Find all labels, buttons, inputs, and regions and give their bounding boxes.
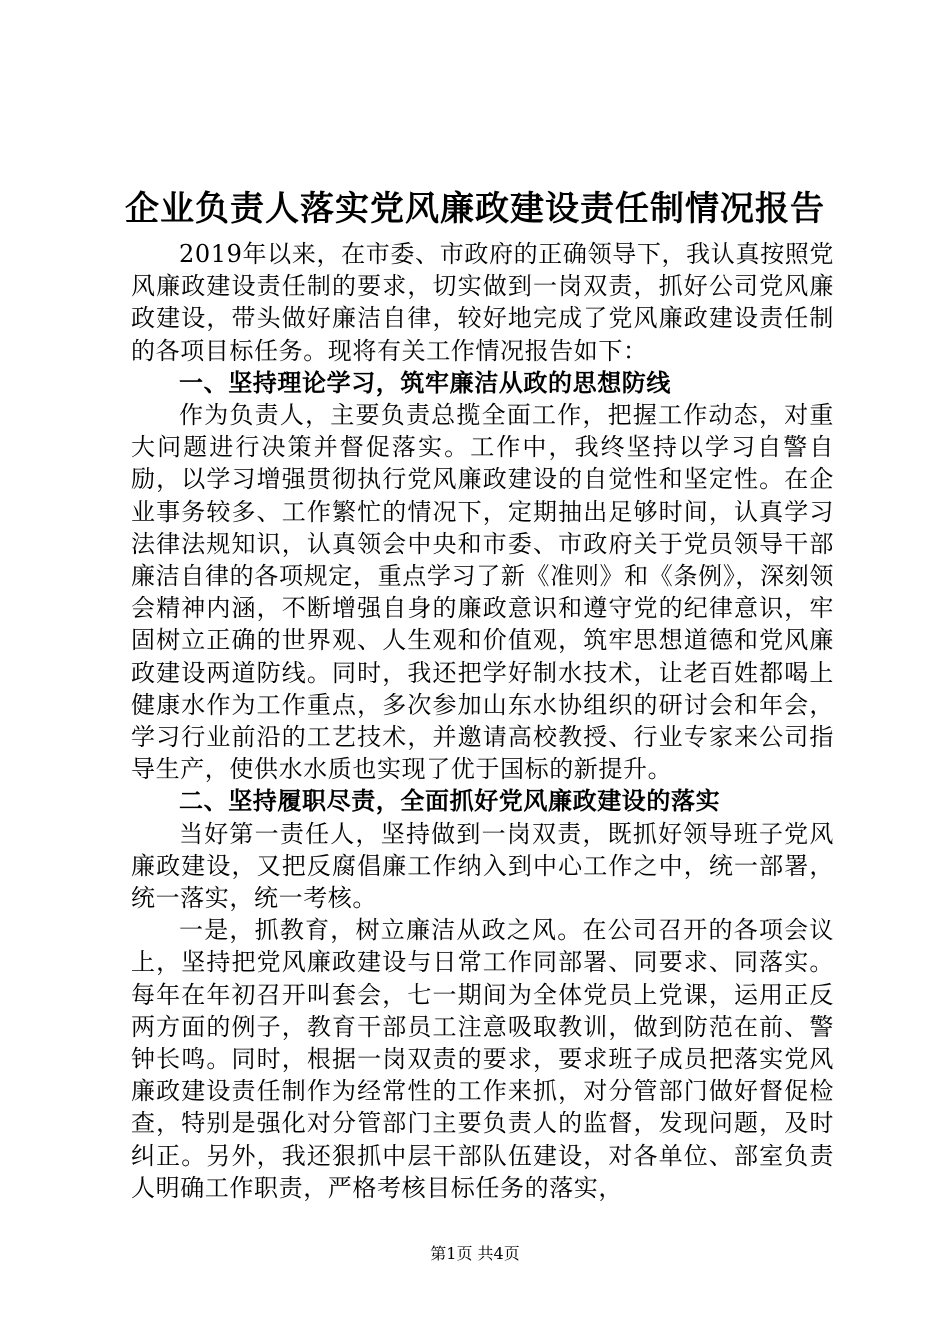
document-body <box>131 238 834 1204</box>
paragraph-section-1: 作为负责人，主要负责总揽全面工作，把握工作动态，对重大问题进行决策并督促落实。工作中，我终坚持以学习自警自励，以学习增强贯彻执行党风廉政建设的自觉性和坚定性。在企业事务较多、工作繁忙的情况下，定期抽出足够时间，认真学习法律法规知识，认真领会中央和市委、市政府关于党员领导干部廉洁自律的各项规定，重点学习了新《准则》和《条例》，深刻领会精神内涵，不断增强自身的廉政意识和遵守党的纪律意识，牢固树立正确的世界观、人生观和价值观，筑牢思想道德和党风廉政建设两道防线。同时，我还把学好制水技术，让老百姓都喝上健康水作为工作重点，多次参加山东水协组织的研讨会和年会，学习行业前沿的工艺技术，并邀请高校教授、行业专家来公司指导生产，使供水水质也实现了优于国标的新提升。 <box>131 401 834 784</box>
page-footer: 第1页 共4页 <box>430 1244 520 1263</box>
paragraph-intro: 2019年以来，在市委、市政府的正确领导下，我认真按照党风廉政建设责任制的要求，切实做到一岗双责，抓好公司党风廉政建设，带头做好廉洁自律，较好地完成了党风廉政建设责任制的各项目标任务。现将有关工作情况报告如下： <box>131 240 834 365</box>
section-heading-1: 一、坚持理论学习，筑牢廉洁从政的思想防线 <box>179 367 671 397</box>
document-title: 企业负责人落实党风廉政建设责任制情况报告 <box>125 189 825 229</box>
paragraph-section-2-intro: 当好第一责任人，坚持做到一岗双责，既抓好领导班子党风廉政建设，又把反腐倡廉工作纳入到中心工作之中，统一部署，统一落实，统一考核。 <box>131 819 834 913</box>
section-heading-2: 二、坚持履职尽责，全面抓好党风廉政建设的落实 <box>179 786 721 816</box>
paragraph-section-2-item-1: 一是，抓教育，树立廉洁从政之风。在公司召开的各项会议上，坚持把党风廉政建设与日常工作同部署、同要求、同落实。每年在年初召开叫套会，七一期间为全体党员上党课，运用正反两方面的例子，教育干部员工注意吸取教训，做到防范在前、警钟长鸣。同时，根据一岗双责的要求，要求班子成员把落实党风廉政建设责任制作为经常性的工作来抓，对分管部门做好督促检查，特别是强化对分管部门主要负责人的监督，发现问题，及时纠正。另外，我还狠抓中层干部队伍建设，对各单位、部室负责人明确工作职责，严格考核目标任务的落实， <box>131 916 834 1202</box>
